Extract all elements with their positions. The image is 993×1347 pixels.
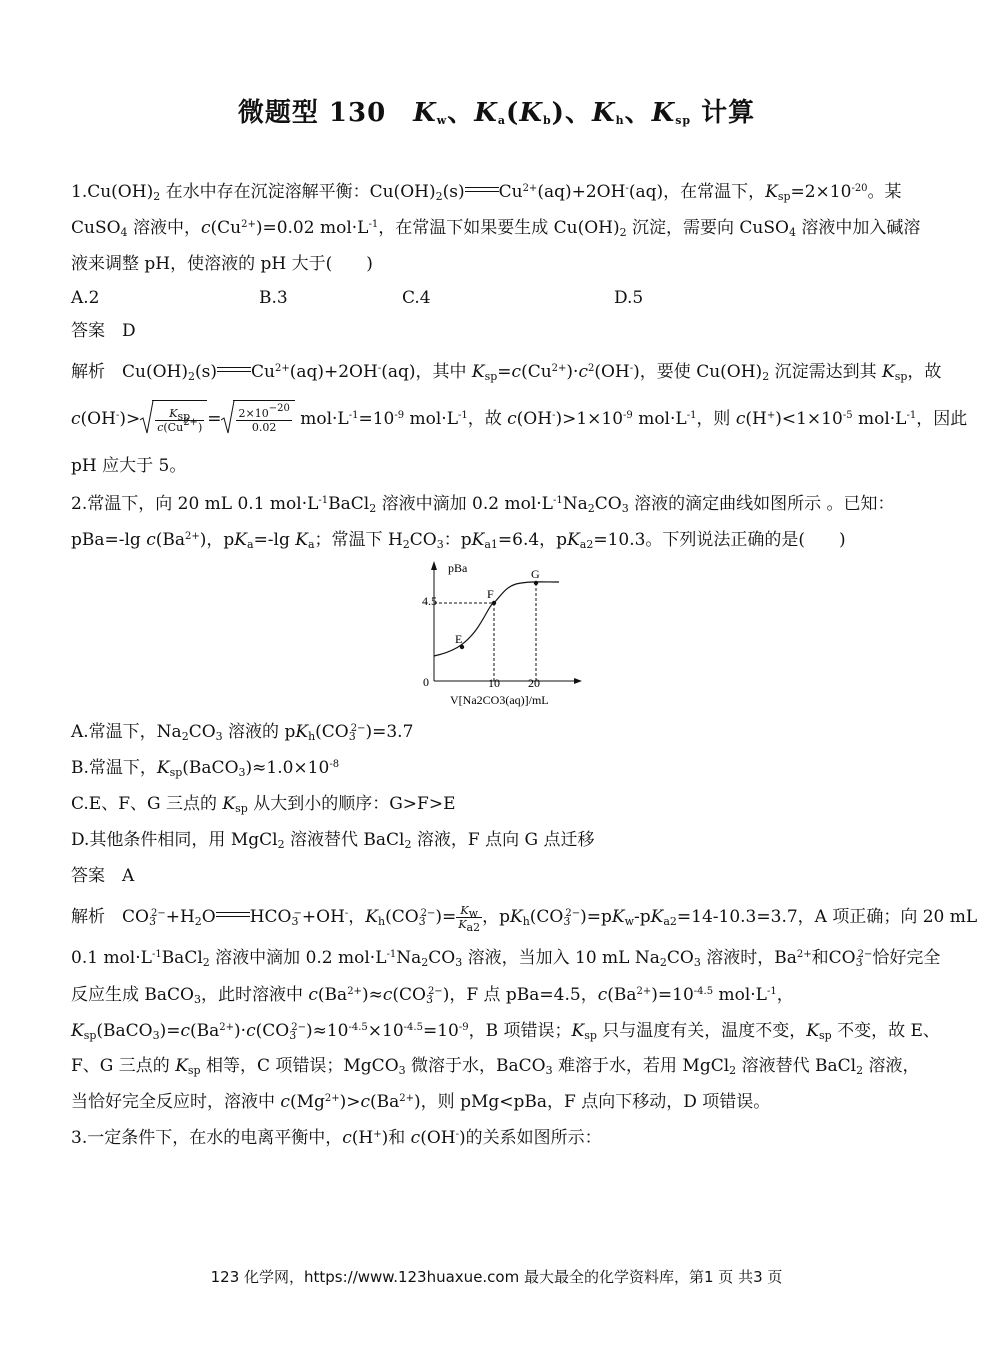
q1-answer: 答案 D (71, 321, 136, 341)
q2-option-c: C.E、F、G 三点的 $K_{sp}$ 从大到小的顺序：G>F>E (71, 794, 456, 815)
q2-analysis-1: 解析 $CO_3^{2-}+H_2O$ $HCO_3^-+OH^-$，$K_h(CO_3^{2-})=$ $\frac{K_w}{K_{a2}}$ ，$pK_h(CO_3^{2-})=pK_w-pK_{a2}=14-10.3=3.7$，A 项正确；向 20 mL (71, 904, 978, 934)
q1-analysis-3: pH 应大于 5。 (71, 456, 187, 476)
point-g (534, 581, 538, 585)
q2-line-2: pBa=-lg $c(Ba^{2+})$，$pK_a=-\lg$ $K_a$；常温下 $H_2CO_3$：$pK_{a1}=6.4$，$pK_{a2}=10.3$。下列说法正确的是( ) (71, 530, 846, 551)
titration-curve-chart (414, 556, 584, 711)
q1-line-1: $1.Cu(OH)_2$ 在水中存在沉淀溶解平衡：$Cu(OH)_2(s)$ $Cu^{2+}(aq)+2OH^-(aq)$，在常温下，$K_{sp}=2\times 10^{-20}$。某 (71, 182, 902, 203)
q1-option-c: C.4 (402, 288, 431, 308)
q2-option-d: D.其他条件相同，用 MgCl$_2$ 溶液替代 BaCl$_2$ 溶液，F 点向 G 点迁移 (71, 830, 595, 851)
q2-option-a: A.常温下，$Na_2CO_3$ 溶液的 $pK_h(CO_3^{2-})=3.7$ (71, 722, 414, 743)
y-axis-arrow (431, 561, 437, 570)
q1-option-b: B.3 (259, 288, 288, 308)
y-tick-label: 4.5 (422, 594, 437, 608)
q2-line-1: 2.常温下，向 20 mL 0.1 $mol\cdot L^{-1}BaCl_2$ 溶液中滴加 0.2 $mol\cdot L^{-1}Na_2CO_3$ 溶液的滴定曲线如图所示 。已知： (71, 494, 895, 515)
q1-analysis-1: 解析 $Cu(OH)_2(s)$ $Cu^{2+}(aq)+2OH^-(aq)$，其中 $K_{sp}=c(Cu^{2+})\cdot c^2(OH^-)$，要使 $Cu(OH)_2$ 沉淀需达到其 $K_{sp}$，故 (71, 362, 942, 383)
q1-line-3: 液来调整 pH，使溶液的 pH 大于( ) (71, 254, 373, 274)
point-f-label: F (487, 587, 494, 601)
point-e-label: E (455, 632, 463, 646)
q1-analysis-2: c(OH-)> $\frac{K_{sp}}{c(Cu^{2+})}$ = $\frac{2\times 10^{-20}}{0.02}$ $mol\cdot L^{-1}=10^{-9}$ $mol\cdot L^{-1}$，故 $c(OH^-)>1\times 10^{-9}$ $mol\cdot L^{-1}$，则 $c(H^+)<1\times 10^{-5}$ $mol\cdot L^{-1}$，因此 (71, 400, 967, 438)
point-g-label: G (531, 567, 540, 581)
q1-option-a: A.2 (71, 288, 100, 308)
q2-analysis-4: $K_{sp}(BaCO_3)=c(Ba^{2+})\cdot c(CO_3^{2-})\approx 10^{-4.5}\times 10^{-4.5}=10^{-9}$，B 项错误；$K_{sp}$ 只与温度有关，温度不变，$K_{sp}$ 不变，故 E、 (71, 1021, 940, 1042)
q2-analysis-6: 当恰好完全反应时，溶液中 $c(Mg^{2+})>c(Ba^{2+})$，则 pMg<pBa，F 点向下移动，D 项错误。 (71, 1092, 771, 1112)
q1-option-d: D.5 (614, 288, 644, 308)
x-axis-arrow (574, 678, 582, 684)
point-f (492, 601, 496, 605)
q1-line-2: CuSO$_4$ 溶液中，$c(Cu^{2+})=0.02$ $mol\cdot L^{-1}$，在常温下如果要生成 $Cu(OH)_2$ 沉淀，需要向 CuSO$_4$ 溶液中加入碱溶 (71, 218, 921, 239)
q2-analysis-2: 0.1 $mol\cdot L^{-1}BaCl_2$ 溶液中滴加 0.2 $mol\cdot L^{-1}Na_2CO_3$ 溶液，当加入 10 mL $Na_2CO_3$ 溶液时，$Ba^{2+}$和$CO_3^{2-}$恰好完全 (71, 948, 941, 969)
x-axis-label: V[Na2CO3(aq)]/mL (450, 693, 549, 707)
q2-analysis-5: F、G 三点的 $K_{sp}$ 相等，C 项错误；MgCO$_3$ 微溶于水，BaCO$_3$ 难溶于水，若用 MgCl$_2$ 溶液替代 BaCl$_2$ 溶液， (71, 1056, 920, 1077)
x-tick-label-10: 10 (488, 676, 500, 690)
y-axis-label: pBa (448, 561, 468, 575)
q3-line-1: 3.一定条件下，在水的电离平衡中，c(H+)和 c(OH-)的关系如图所示： (71, 1128, 602, 1148)
origin-label: 0 (423, 675, 429, 689)
x-tick-label-20: 20 (528, 676, 540, 690)
q2-answer: 答案 A (71, 866, 135, 886)
q2-option-b: B.常温下，$K_{sp}(BaCO_3)\approx 1.0\times 10^{-8}$ (71, 758, 340, 779)
q2-analysis-3: 反应生成 BaCO$_3$，此时溶液中 $c(Ba^{2+})\approx c(CO_3^{2-})$，F 点 pBa=4.5，$c(Ba^{2+})=10^{-4.5}$ $mol\cdot L^{-1}$， (71, 985, 794, 1006)
titration-curve (434, 582, 559, 656)
page-title: 微题型 130 $K_w$、$K_a(K_b)$、$K_h$、$K_{sp}$ 计算 (237, 98, 756, 128)
page-footer: 123 化学网，https://www.123huaxue.com 最大最全的化学资料库，第1 页 共3 页 (210, 1268, 783, 1286)
